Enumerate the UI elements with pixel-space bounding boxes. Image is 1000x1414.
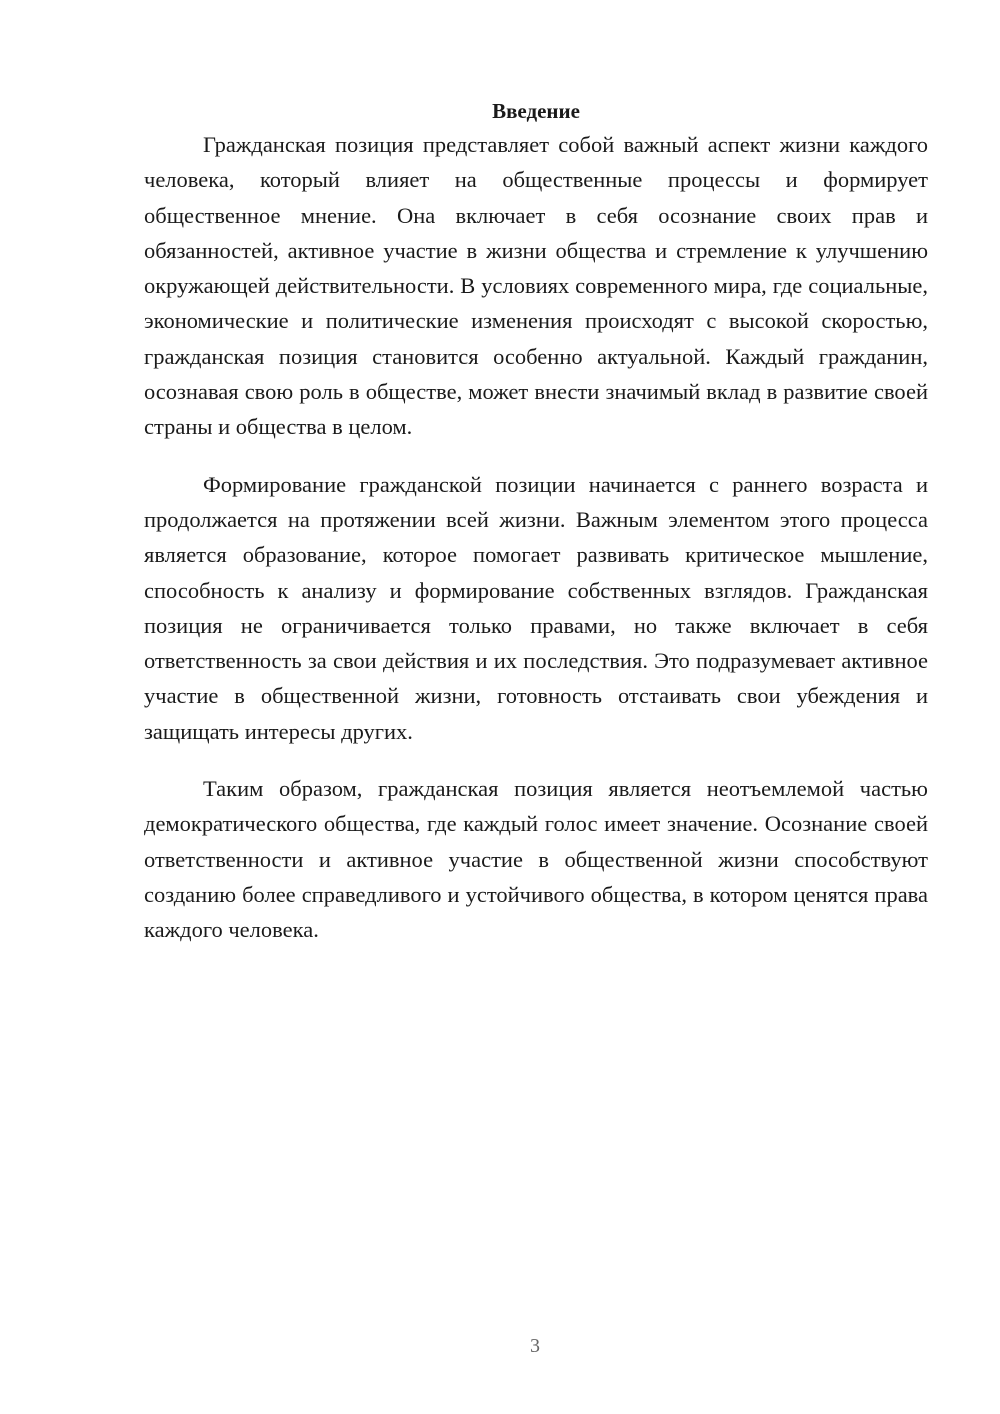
page-content (144, 96, 928, 948)
section-heading: Введение (492, 99, 580, 123)
paragraph-3: Таким образом, гражданская позиция является неотъемлемой частью демократического общества, где каждый голос имеет значение. Осознание своей ответственности и активное участие в общественной жизни способствуют созданию более справедливого и устойчивого общества, в котором ценятся права каждого человека. (144, 776, 928, 943)
paragraph-1: Гражданская позиция представляет собой важный аспект жизни каждого человека, который влияет на общественные процессы и формирует общественное мнение. Она включает в себя осознание своих прав и обязанностей, активное участие в жизни общества и стремление к улучшению окружающей действительности. В условиях современного мира, где социальные, экономические и политические изменения происходят с высокой скоростью, гражданская позиция становится особенно актуальной. Каждый гражданин, осознавая свою роль в обществе, может внести значимый вклад в развитие своей страны и общества в целом. (144, 132, 928, 440)
paragraph-2: Формирование гражданской позиции начинается с раннего возраста и продолжается на протяжении всей жизни. Важным элементом этого процесса является образование, которое помогает развивать критическое мышление, способность к анализу и формирование собственных взглядов. Гражданская позиция не ограничивается только правами, но также включает в себя ответственность за свои действия и их последствия. Это подразумевает активное участие в общественной жизни, готовность отстаивать свои убеждения и защищать интересы других. (144, 471, 928, 744)
page-number: 3 (530, 1335, 540, 1357)
